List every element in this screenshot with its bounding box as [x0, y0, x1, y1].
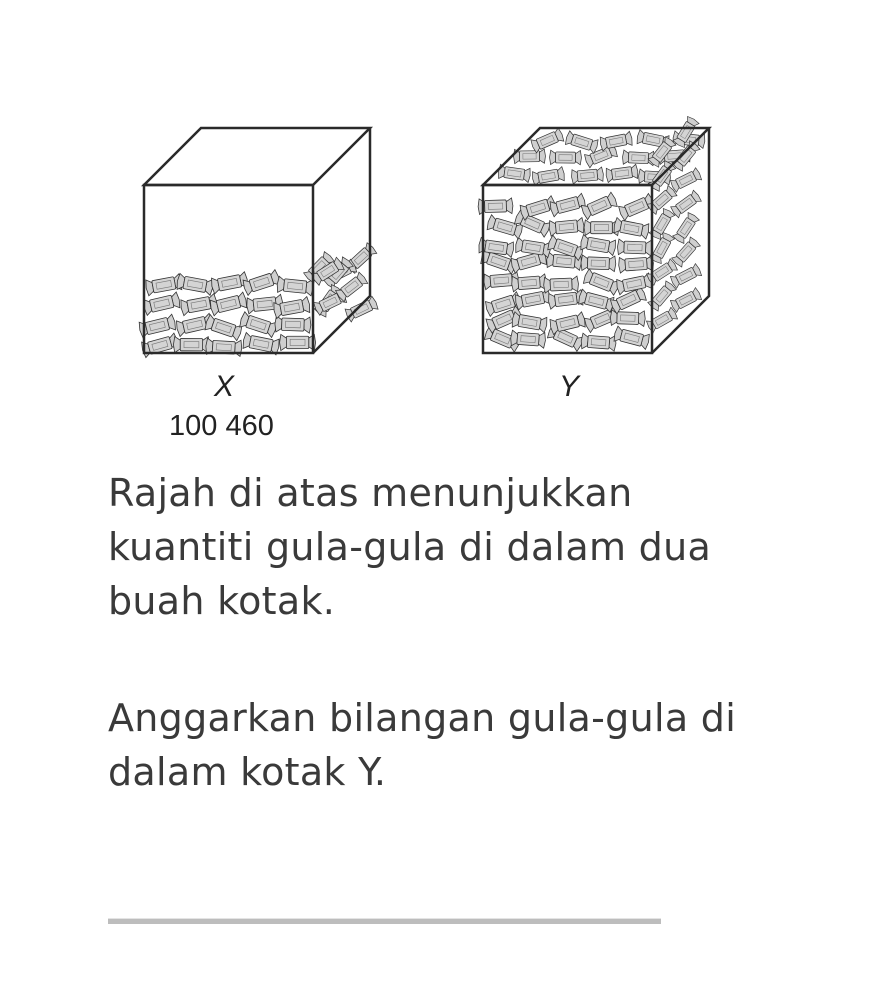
box-y-candies [478, 116, 706, 353]
candy-icon [672, 212, 700, 245]
candy-icon [543, 276, 578, 293]
candy-icon [613, 326, 651, 350]
candy-icon [578, 289, 616, 313]
candy-icon [344, 296, 379, 323]
box-x-label: X [214, 370, 235, 403]
candy-icon [580, 192, 618, 220]
candy-icon [605, 164, 639, 182]
candy-icon [646, 307, 679, 334]
candy-icon [549, 312, 586, 335]
answer-line[interactable] [108, 918, 661, 924]
candy-icon [173, 337, 209, 353]
candy-icon [581, 255, 616, 272]
candy-icon [571, 167, 604, 184]
candy-icon [242, 269, 281, 295]
box-x [138, 128, 379, 358]
candy-icon [599, 131, 633, 151]
candy-icon [210, 271, 248, 294]
candy-icon [531, 166, 565, 185]
candy-icon [142, 292, 181, 316]
candy-icon [613, 217, 650, 239]
box-y-label: Y [559, 370, 580, 403]
candy-boxes-figure [0, 0, 874, 460]
box-y [478, 116, 709, 353]
candy-icon [176, 273, 214, 295]
candy-icon [580, 234, 617, 255]
candy-icon [618, 255, 654, 273]
candy-icon [548, 218, 584, 237]
box-x-candies [138, 242, 379, 358]
candy-icon [275, 316, 312, 333]
candy-icon [671, 236, 701, 268]
candy-icon [204, 314, 243, 341]
candy-icon [209, 292, 248, 316]
question-paragraph-2: Anggarkan bilangan gula-gula di dalam kotak Y. [108, 696, 737, 794]
candy-icon [564, 131, 599, 154]
candy-icon [280, 334, 316, 350]
candy-icon [622, 150, 655, 166]
candy-icon [548, 289, 584, 309]
candy-icon [239, 311, 278, 338]
box-x-count: 100 460 [169, 410, 274, 442]
candy-icon [511, 312, 548, 333]
question-paragraph-1: Rajah di atas menunjukkan kuantiti gula-gula di dalam dua buah kotak. [108, 471, 712, 623]
candy-icon [549, 150, 581, 165]
candy-icon [617, 239, 652, 256]
candy-icon [242, 332, 280, 355]
candy-icon [669, 167, 702, 193]
candy-icon [581, 333, 617, 351]
candy-icon [582, 268, 620, 295]
